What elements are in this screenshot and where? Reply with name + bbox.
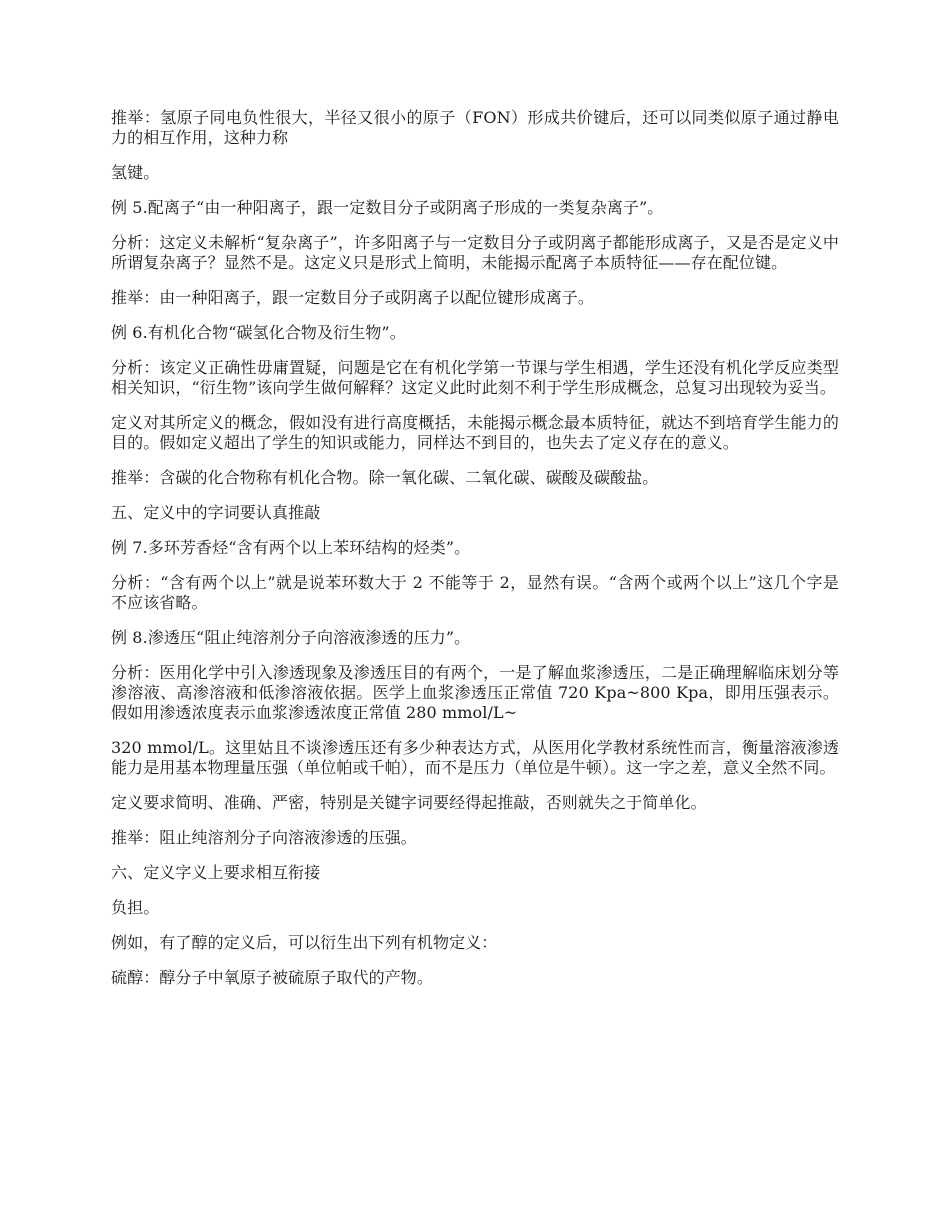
paragraph-recommendation-8: 推举：阻止纯溶剂分子向溶液渗透的压强。 xyxy=(111,828,417,847)
paragraph-analysis-6: 分析：该定义正确性毋庸置疑，问题是它在有机化学第一节课与学生相遇，学生还没有机化学反应类型相关知识，“衍生物”该向学生做何解释？这定义此时此刻不利于学生形成概念，总复习出现较为妥当。 xyxy=(111,358,839,397)
section-heading-5: 五、定义中的字词要认真推敲 xyxy=(111,503,321,522)
paragraph-recommendation-5: 推举：由一种阳离子，跟一定数目分子或阴离子以配位键形成离子。 xyxy=(111,288,595,307)
paragraph-recommendation-6: 推举：含碳的化合物称有机化合物。除一氧化碳、二氧化碳、碳酸及碳酸盐。 xyxy=(111,468,659,487)
paragraph-definition-principle: 定义对其所定义的概念，假如没有进行高度概括，未能揭示概念最本质特征，就达不到培育学生能力的目的。假如定义超出了学生的知识或能力，同样达不到目的，也失去了定义存在的意义。 xyxy=(111,413,839,452)
paragraph-burden: 负担。 xyxy=(111,898,160,917)
paragraph-hydrogen-bond-recommendation: 推举：氢原子同电负性很大，半径又很小的原子（FON）形成共价键后，还可以同类似原子通过静电力的相互作用，这种力称 xyxy=(111,108,839,147)
paragraph-analysis-8-part-2: 320 mmol/L。这里姑且不谈渗透压还有多少种表达方式，从医用化学教材系统性而言，衡量溶液渗透能力是用基本物理量压强（单位帕或千帕），而不是压力（单位是牛顿）。这一字之差，意义全然不同。 xyxy=(111,738,839,777)
paragraph-example-6: 例 6.有机化合物“碳氢化合物及衍生物”。 xyxy=(111,323,406,342)
paragraph-analysis-5: 分析：这定义未解析“复杂离子”，许多阳离子与一定数目分子或阴离子都能形成离子，又是否是定义中所谓复杂离子？显然不是。这定义只是形式上简明，未能揭示配离子本质特征——存在配位键。 xyxy=(111,233,839,272)
paragraph-example-7: 例 7.多环芳香烃“含有两个以上苯环结构的烃类”。 xyxy=(111,538,471,557)
paragraph-thiol-definition: 硫醇：醇分子中氧原子被硫原子取代的产物。 xyxy=(111,968,434,987)
paragraph-example-5: 例 5.配离子“由一种阳离子，跟一定数目分子或阴离子形成的一类复杂离子”。 xyxy=(111,198,664,217)
section-heading-6: 六、定义字义上要求相互衔接 xyxy=(111,863,321,882)
paragraph-alcohol-example: 例如，有了醇的定义后，可以衍生出下列有机物定义： xyxy=(111,933,498,952)
paragraph-analysis-8-part-1: 分析：医用化学中引入渗透现象及渗透压目的有两个，一是了解血浆渗透压，二是正确理解临床划分等渗溶液、高渗溶液和低渗溶液依据。医学上血浆渗透压正常值 720 Kpa~800 Kpa，即用压强表示。假如用渗透浓度表示血浆渗透浓度正常值 280 mmol/L~ xyxy=(111,663,839,722)
paragraph-definition-requirement: 定义要求简明、准确、严密，特别是关键字词要经得起推敲，否则就失之于简单化。 xyxy=(111,793,707,812)
paragraph-analysis-7: 分析：“含有两个以上”就是说苯环数大于 2 不能等于 2，显然有误。“含两个或两个以上”这几个字是不应该省略。 xyxy=(111,573,839,612)
paragraph-example-8: 例 8.渗透压“阻止纯溶剂分子向溶液渗透的压力”。 xyxy=(111,628,471,647)
paragraph-hydrogen-bond-term: 氢键。 xyxy=(111,163,160,182)
